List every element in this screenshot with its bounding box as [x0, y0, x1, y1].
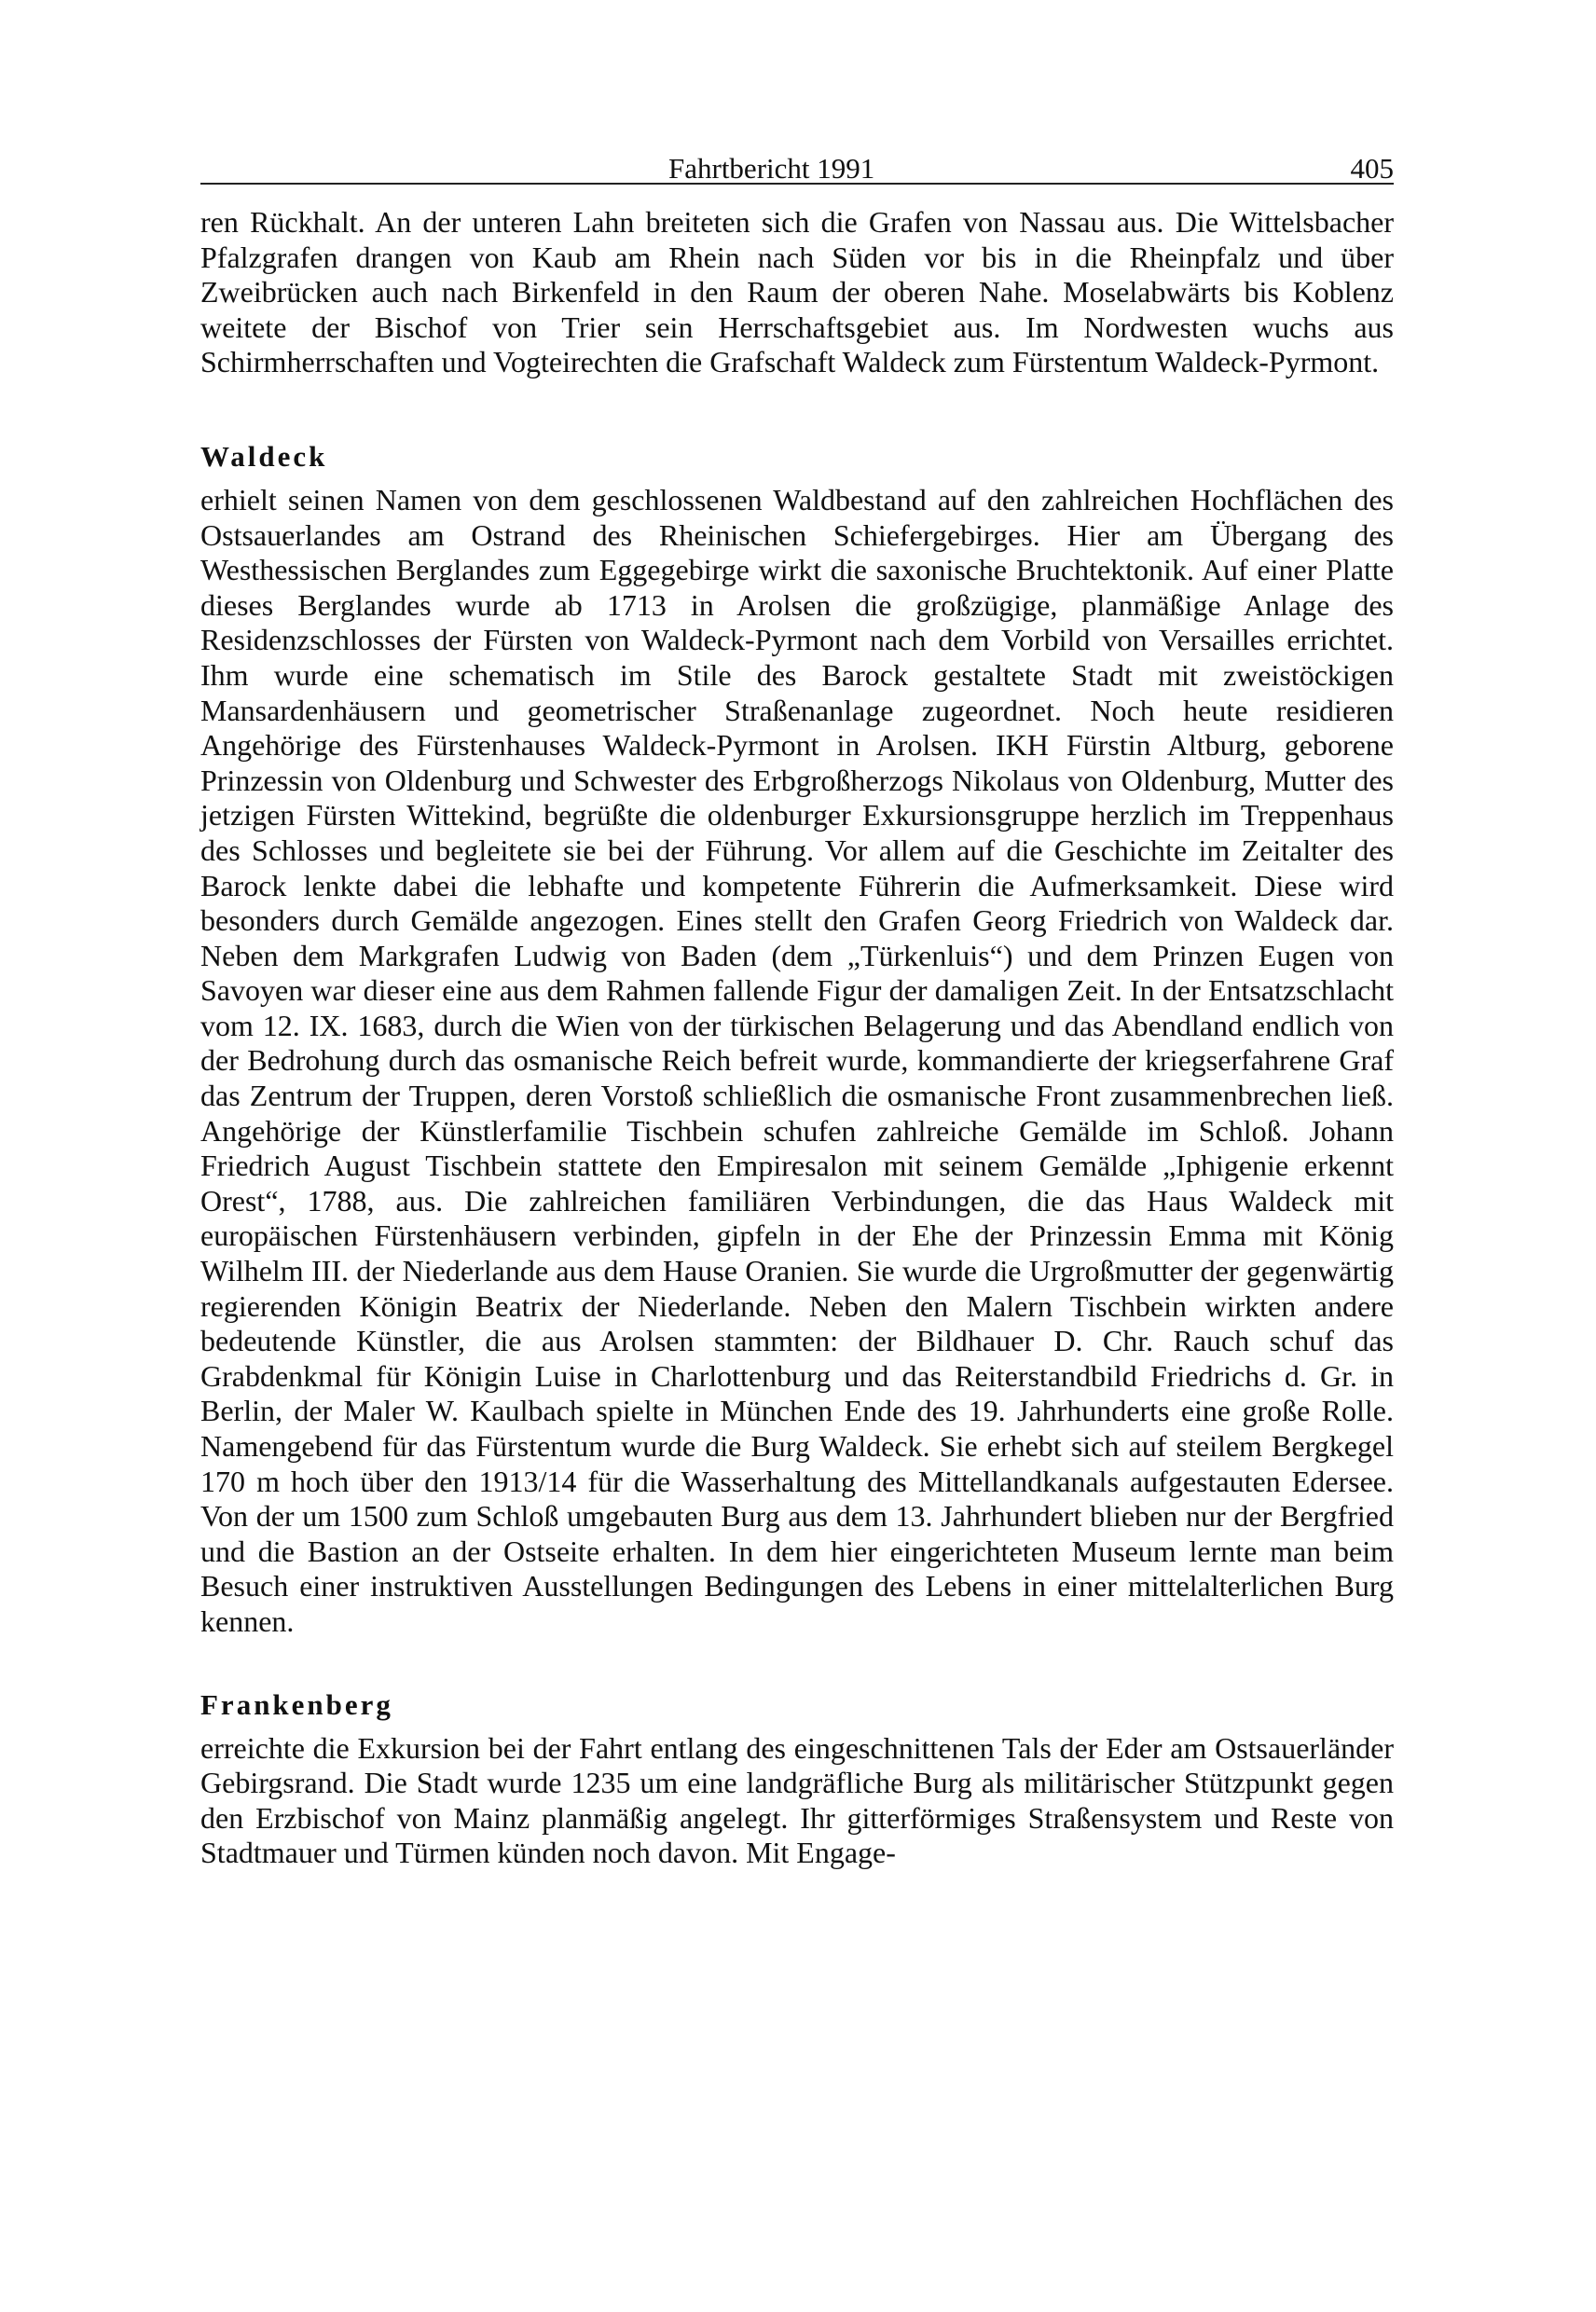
running-header [200, 140, 1394, 185]
document-page [200, 140, 1394, 1871]
intro-paragraph: ren Rückhalt. An der unteren Lahn breiteten sich die Grafen von Nassau aus. Die Wittelsbacher Pfalzgrafen drangen von Kaub am Rhein nach Süden vor bis in die Rheinpfalz und über Zweibrücken auch nach Birkenfeld in den Raum der oberen Nahe. Moselabwärts bis Koblenz weitete der Bischof von Trier sein Herrschaftsgebiet aus. Im Nordwesten wuchs aus Schirmherrschaften und Vogteirechten die Grafschaft Waldeck zum Fürstentum Waldeck-Pyrmont. [200, 205, 1394, 379]
section-heading-frankenberg: Frankenberg [200, 1687, 393, 1721]
page-number: 405 [1350, 152, 1394, 185]
section-heading-waldeck: Waldeck [200, 439, 328, 473]
running-header-title: Fahrtbericht 1991 [668, 152, 875, 185]
section-body-waldeck: erhielt seinen Namen von dem geschlossenen Waldbestand auf den zahlreichen Hochflächen des Ostsauerlandes am Ostrand des Rheinischen Schiefergebirges. Hier am Übergang des Westhessischen Berglandes zum Eggegebirge wirkt die saxonische Bruchtektonik. Auf einer Platte dieses Berglandes wurde ab 1713 in Arolsen die großzügige, planmäßige Anlage des Residenzschlosses der Fürsten von Waldeck-Pyrmont nach dem Vorbild von Versailles errichtet. Ihm wurde eine schematisch im Stile des Barock gestaltete Stadt mit zweistöckigen Mansardenhäusern und geometrischer Straßenanlage zugeordnet. Noch heute residieren Angehörige des Fürstenhauses Waldeck-Pyrmont in Arolsen. IKH Fürstin Altburg, geborene Prinzessin von Oldenburg und Schwester des Erbgroßherzogs Nikolaus von Oldenburg, Mutter des jetzigen Fürsten Wittekind, begrüßte die oldenburger Exkursionsgruppe herzlich im Treppenhaus des Schlosses und begleitete sie bei der Führung. Vor allem auf die Geschichte im Zeitalter des Barock lenkte dabei die lebhafte und kompetente Führerin die Aufmerksamkeit. Diese wird besonders durch Gemälde angezogen. Eines stellt den Grafen Georg Friedrich von Waldeck dar. Neben dem Markgrafen Ludwig von Baden (dem „Türkenluis“) und dem Prinzen Eugen von Savoyen war dieser eine aus dem Rahmen fallende Figur der damaligen Zeit. In der Entsatzschlacht vom 12. IX. 1683, durch die Wien von der türkischen Belagerung und das Abendland endlich von der Bedrohung durch das osmanische Reich befreit wurde, kommandierte der kriegserfahrene Graf das Zentrum der Truppen, deren Vorstoß schließlich die osmanische Front zusammenbrechen ließ. Angehörige der Künstlerfamilie Tischbein schufen zahlreiche Gemälde im Schloß. Johann Friedrich August Tischbein stattete den Empiresalon mit seinem Gemälde „Iphigenie erkennt Orest“, 1788, aus. Die zahlreichen familiären Verbindungen, die das Haus Waldeck mit europäischen Fürstenhäusern verbinden, gipfeln in der Ehe der Prinzessin Emma mit König Wilhelm III. der Niederlande aus dem Hause Oranien. Sie wurde die Urgroßmutter der gegenwärtig regierenden Königin Beatrix der Niederlande. Neben den Malern Tischbein wirkten andere bedeutende Künstler, die aus Arolsen stammten: der Bildhauer D. Chr. Rauch schuf das Grabdenkmal für Königin Luise in Charlottenburg und das Reiterstandbild Friedrichs d. Gr. in Berlin, der Maler W. Kaulbach spielte in München Ende des 19. Jahrhunderts eine große Rolle. Namengebend für das Fürstentum wurde die Burg Waldeck. Sie erhebt sich auf steilem Bergkegel 170 m hoch über den 1913/14 für die Wasserhaltung des Mittellandkanals aufgestauten Edersee. Von der um 1500 zum Schloß umgebauten Burg aus dem 13. Jahrhundert blieben nur der Bergfried und die Bastion an der Ostseite erhalten. In dem hier eingerichteten Museum lernte man beim Besuch einer instruktiven Ausstellungen Bedingungen des Lebens in einer mittelalterlichen Burg kennen. [200, 482, 1394, 1638]
section-body-frankenberg: erreichte die Exkursion bei der Fahrt entlang des eingeschnittenen Tals der Eder am Ostsauerländer Gebirgsrand. Die Stadt wurde 1235 um eine landgräfliche Burg als militärischer Stützpunkt gegen den Erzbischof von Mainz planmäßig angelegt. Ihr gitterförmiges Straßensystem und Reste von Stadtmauer und Türmen künden noch davon. Mit Engage- [200, 1730, 1394, 1870]
